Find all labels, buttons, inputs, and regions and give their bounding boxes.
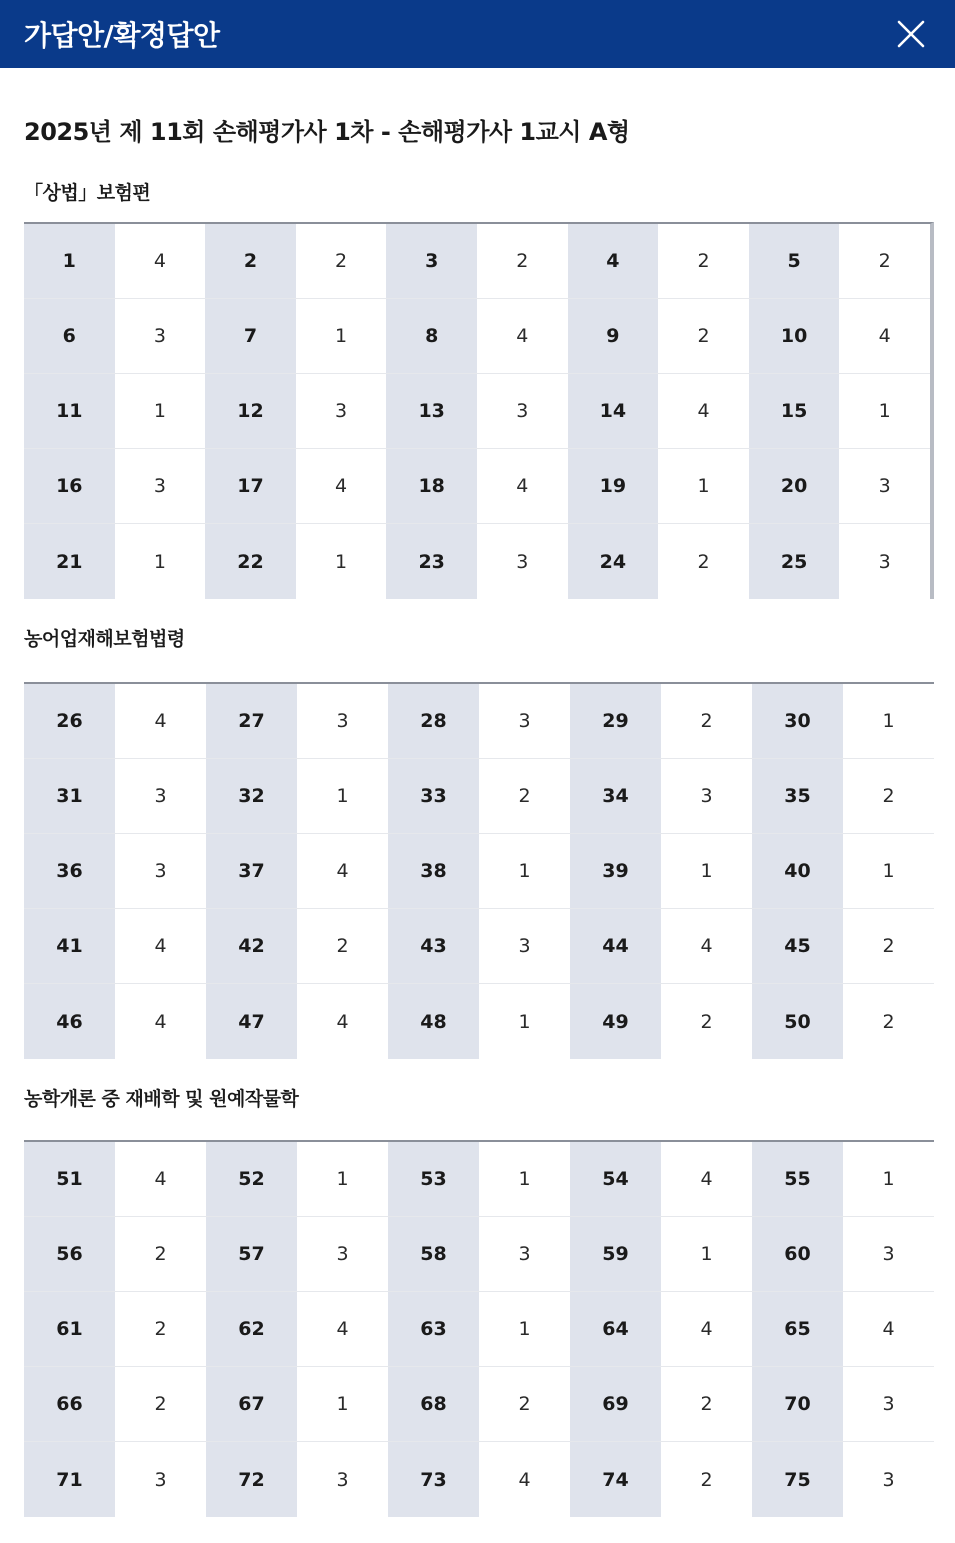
answer-value: 2 [843,759,934,834]
section-label: 「상법」보험편 [24,182,151,204]
answer-value: 1 [479,834,570,909]
answer-value: 4 [296,449,387,524]
question-number: 54 [570,1142,661,1217]
question-number: 52 [206,1142,297,1217]
question-number: 8 [386,299,477,374]
answer-value: 4 [115,684,206,759]
question-number: 32 [206,759,297,834]
question-number: 17 [205,449,296,524]
answer-value: 4 [115,984,206,1059]
answer-value: 1 [297,1367,388,1442]
answer-value: 1 [296,524,387,599]
question-number: 75 [752,1442,843,1517]
question-number: 3 [386,224,477,299]
question-number: 19 [568,449,659,524]
question-number: 36 [24,834,115,909]
answer-value: 4 [661,1142,752,1217]
question-number: 66 [24,1367,115,1442]
question-number: 29 [570,684,661,759]
answer-value: 2 [658,224,749,299]
answer-value: 2 [661,984,752,1059]
section-commercial-law [24,178,934,573]
answer-value: 4 [843,1292,934,1367]
question-number: 1 [24,224,115,299]
question-number: 46 [24,984,115,1059]
answer-value: 3 [115,299,206,374]
answer-value: 4 [839,299,930,374]
question-number: 37 [206,834,297,909]
answer-value: 2 [115,1292,206,1367]
question-number: 63 [388,1292,479,1367]
answer-value: 3 [115,1442,206,1517]
answer-value: 2 [115,1217,206,1292]
question-number: 41 [24,909,115,984]
question-number: 25 [749,524,840,599]
answer-value: 2 [658,524,749,599]
section-agronomy [24,1084,934,1491]
question-number: 48 [388,984,479,1059]
answer-value: 4 [661,1292,752,1367]
question-number: 55 [752,1142,843,1217]
answer-value: 1 [843,1142,934,1217]
question-number: 15 [749,374,840,449]
question-number: 58 [388,1217,479,1292]
answer-value: 3 [297,684,388,759]
question-number: 26 [24,684,115,759]
answer-value: 4 [479,1442,570,1517]
question-number: 23 [386,524,477,599]
question-number: 60 [752,1217,843,1292]
answer-value: 1 [479,984,570,1059]
question-number: 47 [206,984,297,1059]
answer-value: 4 [297,834,388,909]
question-number: 65 [752,1292,843,1367]
question-number: 61 [24,1292,115,1367]
answer-value: 2 [839,224,930,299]
question-number: 22 [205,524,296,599]
question-number: 4 [568,224,659,299]
answer-value: 2 [843,984,934,1059]
answer-value: 2 [479,759,570,834]
question-number: 70 [752,1367,843,1442]
answer-value: 3 [477,524,568,599]
answer-value: 2 [661,684,752,759]
question-number: 2 [205,224,296,299]
section-disaster-insurance-law [24,624,934,1033]
question-number: 12 [205,374,296,449]
answer-value: 1 [297,1142,388,1217]
question-number: 5 [749,224,840,299]
answer-value: 1 [479,1292,570,1367]
answer-value: 3 [115,449,206,524]
question-number: 28 [388,684,479,759]
answer-value: 1 [297,759,388,834]
answer-value: 4 [477,449,568,524]
question-number: 13 [386,374,477,449]
question-number: 31 [24,759,115,834]
question-number: 42 [206,909,297,984]
question-number: 45 [752,909,843,984]
question-number: 53 [388,1142,479,1217]
answer-value: 1 [839,374,930,449]
answer-value: 3 [477,374,568,449]
answer-value: 2 [296,224,387,299]
question-number: 27 [206,684,297,759]
close-button[interactable] [891,14,931,54]
question-number: 40 [752,834,843,909]
question-number: 24 [568,524,659,599]
question-number: 35 [752,759,843,834]
answer-value: 2 [843,909,934,984]
section-label: 농학개론 중 재배학 및 원예작물학 [24,1088,299,1110]
question-number: 64 [570,1292,661,1367]
answer-value: 1 [479,1142,570,1217]
question-number: 56 [24,1217,115,1292]
answer-value: 4 [297,1292,388,1367]
modal-title: 가답안/확정답안 [24,19,220,52]
question-number: 14 [568,374,659,449]
answer-value: 2 [477,224,568,299]
answer-value: 3 [297,1442,388,1517]
question-number: 6 [24,299,115,374]
question-number: 51 [24,1142,115,1217]
answer-value: 3 [839,449,930,524]
question-number: 16 [24,449,115,524]
question-number: 44 [570,909,661,984]
question-number: 21 [24,524,115,599]
answer-value: 1 [661,834,752,909]
answer-value: 3 [843,1442,934,1517]
answer-value: 2 [297,909,388,984]
answer-grid [24,1140,934,1517]
question-number: 71 [24,1442,115,1517]
question-number: 62 [206,1292,297,1367]
close-icon [896,19,926,49]
answer-value: 4 [661,909,752,984]
question-number: 11 [24,374,115,449]
answer-value: 1 [843,834,934,909]
answer-grid [24,682,934,1059]
question-number: 59 [570,1217,661,1292]
question-number: 69 [570,1367,661,1442]
question-number: 39 [570,834,661,909]
answer-value: 2 [479,1367,570,1442]
answer-value: 3 [297,1217,388,1292]
answer-value: 4 [115,909,206,984]
answer-value: 3 [661,759,752,834]
answer-value: 2 [115,1367,206,1442]
answer-value: 1 [115,524,206,599]
answer-value: 3 [115,834,206,909]
question-number: 49 [570,984,661,1059]
question-number: 43 [388,909,479,984]
answer-value: 4 [477,299,568,374]
answer-value: 2 [658,299,749,374]
question-number: 68 [388,1367,479,1442]
question-number: 74 [570,1442,661,1517]
question-number: 67 [206,1367,297,1442]
answer-value: 4 [115,224,206,299]
question-number: 30 [752,684,843,759]
question-number: 9 [568,299,659,374]
answer-value: 3 [479,1217,570,1292]
answer-value: 3 [479,909,570,984]
answer-value: 3 [843,1217,934,1292]
question-number: 38 [388,834,479,909]
question-number: 34 [570,759,661,834]
answer-grid [24,222,934,599]
question-number: 57 [206,1217,297,1292]
answer-value: 3 [479,684,570,759]
question-number: 50 [752,984,843,1059]
answer-value: 4 [115,1142,206,1217]
answer-value: 3 [843,1367,934,1442]
question-number: 7 [205,299,296,374]
question-number: 10 [749,299,840,374]
answer-value: 3 [839,524,930,599]
question-number: 20 [749,449,840,524]
answer-value: 3 [296,374,387,449]
answer-value: 1 [115,374,206,449]
answer-value: 2 [661,1367,752,1442]
answer-value: 1 [661,1217,752,1292]
modal-header [0,0,955,68]
answer-value: 4 [297,984,388,1059]
answer-value: 2 [661,1442,752,1517]
answer-value: 1 [296,299,387,374]
question-number: 18 [386,449,477,524]
section-label: 농어업재해보험법령 [24,628,185,650]
answer-value: 3 [115,759,206,834]
answer-value: 1 [658,449,749,524]
answer-value: 4 [658,374,749,449]
question-number: 72 [206,1442,297,1517]
answer-value: 1 [843,684,934,759]
exam-title: 2025년 제 11회 손해평가사 1차 - 손해평가사 1교시 A형 [24,118,630,146]
question-number: 33 [388,759,479,834]
question-number: 73 [388,1442,479,1517]
